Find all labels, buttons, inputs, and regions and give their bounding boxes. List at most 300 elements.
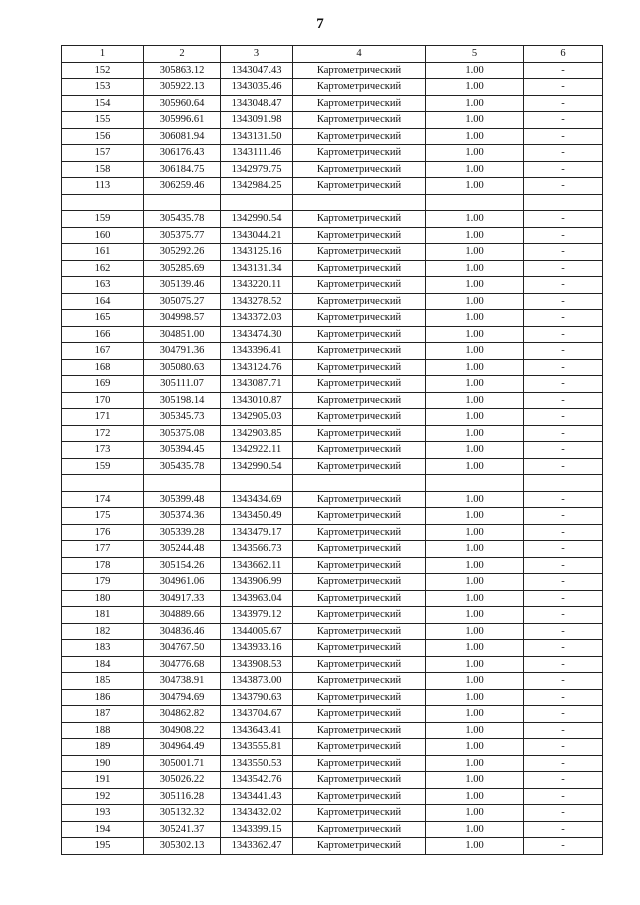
cell-method: Картометрический: [293, 293, 426, 310]
table-row: [62, 326, 603, 343]
cell-method: Картометрический: [293, 95, 426, 112]
table-row: [62, 557, 603, 574]
cell-method: Картометрический: [293, 673, 426, 690]
cell-accuracy: 1.00: [426, 772, 524, 789]
cell-point: [62, 194, 144, 211]
cell-x: 305435.78: [144, 211, 221, 228]
table-row: [62, 574, 603, 591]
cell-x: 305244.48: [144, 541, 221, 558]
cell-accuracy: 1.00: [426, 623, 524, 640]
cell-point: 185: [62, 673, 144, 690]
cell-x: 304964.49: [144, 739, 221, 756]
cell-accuracy: 1.00: [426, 409, 524, 426]
cell-method: Картометрический: [293, 821, 426, 838]
cell-x: 305863.12: [144, 62, 221, 79]
cell-x: 304851.00: [144, 326, 221, 343]
cell-y: 1343278.52: [221, 293, 293, 310]
table-row: [62, 244, 603, 261]
cell-description: -: [524, 755, 603, 772]
cell-y: 1342903.85: [221, 425, 293, 442]
cell-point: 194: [62, 821, 144, 838]
cell-y: 1343450.49: [221, 508, 293, 525]
cell-x: 305139.46: [144, 277, 221, 294]
cell-method: Картометрический: [293, 442, 426, 459]
cell-accuracy: 1.00: [426, 145, 524, 162]
cell-y: 1344005.67: [221, 623, 293, 640]
cell-point: 186: [62, 689, 144, 706]
table-row: [62, 293, 603, 310]
cell-method: Картометрический: [293, 211, 426, 228]
cell-description: -: [524, 343, 603, 360]
cell-y: 1343963.04: [221, 590, 293, 607]
cell-x: 305374.36: [144, 508, 221, 525]
cell-method: Картометрический: [293, 79, 426, 96]
cell-y: 1342905.03: [221, 409, 293, 426]
cell-point: 152: [62, 62, 144, 79]
cell-description: -: [524, 128, 603, 145]
cell-method: Картометрический: [293, 425, 426, 442]
cell-description: -: [524, 326, 603, 343]
cell-description: -: [524, 491, 603, 508]
cell-y: 1343220.11: [221, 277, 293, 294]
table-row: [62, 739, 603, 756]
cell-x: 304791.36: [144, 343, 221, 360]
cell-x: 305198.14: [144, 392, 221, 409]
page-number: 7: [316, 16, 324, 32]
table-row: [62, 821, 603, 838]
table-row: [62, 260, 603, 277]
column-header-y: 3: [221, 46, 293, 63]
cell-point: 184: [62, 656, 144, 673]
cell-y: 1342984.25: [221, 178, 293, 195]
cell-x: 305375.08: [144, 425, 221, 442]
table-row: [62, 359, 603, 376]
cell-point: 160: [62, 227, 144, 244]
cell-description: [524, 194, 603, 211]
cell-y: 1343432.02: [221, 805, 293, 822]
cell-method: Картометрический: [293, 508, 426, 525]
cell-y: 1343372.03: [221, 310, 293, 327]
cell-accuracy: 1.00: [426, 458, 524, 475]
cell-point: 159: [62, 458, 144, 475]
cell-method: Картометрический: [293, 640, 426, 657]
cell-point: 175: [62, 508, 144, 525]
cell-method: Картометрический: [293, 607, 426, 624]
table-row: [62, 524, 603, 541]
cell-description: -: [524, 722, 603, 739]
cell-description: -: [524, 640, 603, 657]
cell-accuracy: 1.00: [426, 524, 524, 541]
cell-method: Картометрический: [293, 656, 426, 673]
cell-y: 1343906.99: [221, 574, 293, 591]
table-row: [62, 656, 603, 673]
cell-method: Картометрический: [293, 244, 426, 261]
cell-point: 187: [62, 706, 144, 723]
cell-x: 305302.13: [144, 838, 221, 855]
cell-method: Картометрический: [293, 178, 426, 195]
cell-x: 305292.26: [144, 244, 221, 261]
table-row: [62, 623, 603, 640]
cell-accuracy: 1.00: [426, 128, 524, 145]
cell-method: Картометрический: [293, 112, 426, 129]
cell-y: 1342979.75: [221, 161, 293, 178]
cell-method: Картометрический: [293, 392, 426, 409]
cell-method: Картометрический: [293, 128, 426, 145]
cell-point: 153: [62, 79, 144, 96]
cell-description: -: [524, 161, 603, 178]
cell-accuracy: 1.00: [426, 392, 524, 409]
cell-description: -: [524, 392, 603, 409]
cell-description: -: [524, 95, 603, 112]
table-row: [62, 343, 603, 360]
cell-x: 305154.26: [144, 557, 221, 574]
cell-y: 1343933.16: [221, 640, 293, 657]
cell-description: -: [524, 805, 603, 822]
table-row: [62, 640, 603, 657]
table-row: [62, 227, 603, 244]
cell-accuracy: 1.00: [426, 541, 524, 558]
cell-accuracy: 1.00: [426, 62, 524, 79]
cell-x: [144, 475, 221, 492]
column-header-method: 4: [293, 46, 426, 63]
cell-method: Картометрический: [293, 260, 426, 277]
cell-accuracy: 1.00: [426, 739, 524, 756]
table-row: [62, 788, 603, 805]
cell-description: -: [524, 689, 603, 706]
table-row: [62, 277, 603, 294]
table-row: [62, 95, 603, 112]
table-row: [62, 409, 603, 426]
cell-point: 179: [62, 574, 144, 591]
cell-y: 1343542.76: [221, 772, 293, 789]
cell-accuracy: 1.00: [426, 557, 524, 574]
cell-x: 304794.69: [144, 689, 221, 706]
cell-accuracy: 1.00: [426, 244, 524, 261]
cell-point: 166: [62, 326, 144, 343]
cell-accuracy: 1.00: [426, 343, 524, 360]
cell-description: -: [524, 310, 603, 327]
cell-accuracy: 1.00: [426, 376, 524, 393]
cell-description: -: [524, 607, 603, 624]
cell-description: -: [524, 557, 603, 574]
cell-description: -: [524, 260, 603, 277]
table-row: [62, 392, 603, 409]
cell-x: 305399.48: [144, 491, 221, 508]
cell-point: 113: [62, 178, 144, 195]
coordinates-table: [61, 45, 603, 855]
table-row: [62, 62, 603, 79]
cell-point: [62, 475, 144, 492]
cell-accuracy: 1.00: [426, 161, 524, 178]
cell-point: 165: [62, 310, 144, 327]
cell-accuracy: 1.00: [426, 211, 524, 228]
cell-point: 156: [62, 128, 144, 145]
cell-point: 170: [62, 392, 144, 409]
cell-description: -: [524, 359, 603, 376]
cell-x: 305111.07: [144, 376, 221, 393]
table-spacer-row: [62, 475, 603, 492]
cell-y: 1343550.53: [221, 755, 293, 772]
column-header-accuracy: 5: [426, 46, 524, 63]
cell-point: 180: [62, 590, 144, 607]
table-row: [62, 838, 603, 855]
cell-description: -: [524, 656, 603, 673]
cell-description: -: [524, 739, 603, 756]
cell-point: 190: [62, 755, 144, 772]
cell-description: -: [524, 211, 603, 228]
cell-y: 1343979.12: [221, 607, 293, 624]
cell-y: 1343873.00: [221, 673, 293, 690]
cell-description: -: [524, 838, 603, 855]
cell-method: Картометрический: [293, 145, 426, 162]
cell-x: 304862.82: [144, 706, 221, 723]
cell-y: 1343044.21: [221, 227, 293, 244]
cell-point: 161: [62, 244, 144, 261]
cell-point: 163: [62, 277, 144, 294]
cell-y: 1343479.17: [221, 524, 293, 541]
cell-description: -: [524, 277, 603, 294]
column-header-description: 6: [524, 46, 603, 63]
cell-point: 192: [62, 788, 144, 805]
cell-x: 305922.13: [144, 79, 221, 96]
table-row: [62, 508, 603, 525]
cell-y: 1343111.46: [221, 145, 293, 162]
cell-method: Картометрический: [293, 739, 426, 756]
cell-accuracy: 1.00: [426, 293, 524, 310]
cell-point: 158: [62, 161, 144, 178]
cell-description: -: [524, 821, 603, 838]
cell-method: Картометрический: [293, 227, 426, 244]
cell-description: -: [524, 541, 603, 558]
cell-y: 1343474.30: [221, 326, 293, 343]
cell-description: -: [524, 590, 603, 607]
cell-method: Картометрический: [293, 277, 426, 294]
table-body: [62, 62, 603, 854]
cell-method: Картометрический: [293, 706, 426, 723]
cell-point: 169: [62, 376, 144, 393]
cell-y: 1343555.81: [221, 739, 293, 756]
cell-accuracy: 1.00: [426, 425, 524, 442]
cell-point: 159: [62, 211, 144, 228]
cell-description: -: [524, 409, 603, 426]
cell-y: 1343362.47: [221, 838, 293, 855]
cell-accuracy: 1.00: [426, 277, 524, 294]
table-row: [62, 755, 603, 772]
cell-x: 305026.22: [144, 772, 221, 789]
cell-y: 1343048.47: [221, 95, 293, 112]
cell-accuracy: 1.00: [426, 310, 524, 327]
cell-description: -: [524, 788, 603, 805]
cell-description: -: [524, 62, 603, 79]
table-row: [62, 772, 603, 789]
cell-point: 168: [62, 359, 144, 376]
table-row: [62, 590, 603, 607]
cell-description: -: [524, 425, 603, 442]
cell-method: Картометрический: [293, 689, 426, 706]
cell-x: 304998.57: [144, 310, 221, 327]
cell-method: Картометрический: [293, 557, 426, 574]
cell-description: -: [524, 508, 603, 525]
cell-x: 305375.77: [144, 227, 221, 244]
cell-method: Картометрический: [293, 62, 426, 79]
cell-y: 1343125.16: [221, 244, 293, 261]
cell-point: 171: [62, 409, 144, 426]
cell-x: 306184.75: [144, 161, 221, 178]
cell-x: 305285.69: [144, 260, 221, 277]
cell-point: 157: [62, 145, 144, 162]
cell-x: 306259.46: [144, 178, 221, 195]
cell-description: -: [524, 293, 603, 310]
cell-accuracy: 1.00: [426, 755, 524, 772]
cell-point: 174: [62, 491, 144, 508]
cell-y: 1343662.11: [221, 557, 293, 574]
cell-x: [144, 194, 221, 211]
cell-point: 162: [62, 260, 144, 277]
cell-point: 173: [62, 442, 144, 459]
cell-method: Картометрический: [293, 491, 426, 508]
cell-accuracy: 1.00: [426, 79, 524, 96]
cell-x: 304738.91: [144, 673, 221, 690]
table-row: [62, 722, 603, 739]
cell-accuracy: 1.00: [426, 442, 524, 459]
cell-description: -: [524, 227, 603, 244]
cell-y: [221, 475, 293, 492]
table-row: [62, 145, 603, 162]
cell-x: 305132.32: [144, 805, 221, 822]
table-header-row: [62, 46, 603, 63]
cell-y: 1343441.43: [221, 788, 293, 805]
cell-accuracy: 1.00: [426, 640, 524, 657]
cell-accuracy: 1.00: [426, 788, 524, 805]
cell-y: 1343131.34: [221, 260, 293, 277]
cell-point: 181: [62, 607, 144, 624]
cell-x: 305435.78: [144, 458, 221, 475]
cell-y: 1343396.41: [221, 343, 293, 360]
cell-description: -: [524, 623, 603, 640]
cell-accuracy: 1.00: [426, 227, 524, 244]
cell-accuracy: [426, 475, 524, 492]
cell-accuracy: 1.00: [426, 491, 524, 508]
cell-method: Картометрический: [293, 722, 426, 739]
cell-y: 1343908.53: [221, 656, 293, 673]
cell-accuracy: [426, 194, 524, 211]
cell-point: 178: [62, 557, 144, 574]
cell-x: 306176.43: [144, 145, 221, 162]
cell-description: -: [524, 772, 603, 789]
cell-method: Картометрический: [293, 343, 426, 360]
table-row: [62, 541, 603, 558]
cell-method: Картометрический: [293, 755, 426, 772]
cell-method: Картометрический: [293, 623, 426, 640]
cell-x: 305080.63: [144, 359, 221, 376]
cell-description: -: [524, 574, 603, 591]
cell-method: Картометрический: [293, 376, 426, 393]
cell-accuracy: 1.00: [426, 805, 524, 822]
cell-point: 195: [62, 838, 144, 855]
cell-y: 1343434.69: [221, 491, 293, 508]
table-row: [62, 79, 603, 96]
cell-description: -: [524, 178, 603, 195]
table-row: [62, 112, 603, 129]
cell-description: -: [524, 112, 603, 129]
cell-y: 1343087.71: [221, 376, 293, 393]
cell-accuracy: 1.00: [426, 590, 524, 607]
cell-method: Картометрический: [293, 310, 426, 327]
cell-y: 1343643.41: [221, 722, 293, 739]
cell-point: 188: [62, 722, 144, 739]
cell-y: 1343010.87: [221, 392, 293, 409]
table-row: [62, 607, 603, 624]
cell-x: 305075.27: [144, 293, 221, 310]
cell-point: 183: [62, 640, 144, 657]
cell-y: 1343704.67: [221, 706, 293, 723]
cell-point: 182: [62, 623, 144, 640]
cell-x: 304908.22: [144, 722, 221, 739]
cell-method: [293, 475, 426, 492]
cell-y: 1343091.98: [221, 112, 293, 129]
cell-y: 1342990.54: [221, 211, 293, 228]
cell-description: -: [524, 524, 603, 541]
table-row: [62, 178, 603, 195]
cell-x: 305394.45: [144, 442, 221, 459]
cell-point: 164: [62, 293, 144, 310]
cell-y: 1343566.73: [221, 541, 293, 558]
cell-accuracy: 1.00: [426, 95, 524, 112]
table-row: [62, 128, 603, 145]
cell-description: -: [524, 244, 603, 261]
cell-method: Картометрический: [293, 574, 426, 591]
cell-accuracy: 1.00: [426, 178, 524, 195]
cell-x: 304917.33: [144, 590, 221, 607]
table-row: [62, 376, 603, 393]
cell-y: 1342922.11: [221, 442, 293, 459]
column-header-point: 1: [62, 46, 144, 63]
cell-x: 304889.66: [144, 607, 221, 624]
cell-method: Картометрический: [293, 590, 426, 607]
cell-method: Картометрический: [293, 161, 426, 178]
cell-accuracy: 1.00: [426, 656, 524, 673]
cell-x: 304836.46: [144, 623, 221, 640]
table-row: [62, 310, 603, 327]
cell-point: 154: [62, 95, 144, 112]
cell-accuracy: 1.00: [426, 112, 524, 129]
table-row: [62, 805, 603, 822]
cell-accuracy: 1.00: [426, 574, 524, 591]
table-spacer-row: [62, 194, 603, 211]
cell-x: 305339.28: [144, 524, 221, 541]
cell-description: [524, 475, 603, 492]
cell-method: Картометрический: [293, 326, 426, 343]
cell-y: 1343399.15: [221, 821, 293, 838]
cell-accuracy: 1.00: [426, 673, 524, 690]
cell-y: 1342990.54: [221, 458, 293, 475]
cell-accuracy: 1.00: [426, 326, 524, 343]
cell-method: Картометрический: [293, 838, 426, 855]
cell-point: 167: [62, 343, 144, 360]
cell-point: 155: [62, 112, 144, 129]
cell-method: [293, 194, 426, 211]
cell-accuracy: 1.00: [426, 722, 524, 739]
table-row: [62, 706, 603, 723]
cell-accuracy: 1.00: [426, 359, 524, 376]
cell-x: 304767.50: [144, 640, 221, 657]
cell-description: -: [524, 706, 603, 723]
cell-accuracy: 1.00: [426, 689, 524, 706]
cell-accuracy: 1.00: [426, 821, 524, 838]
cell-x: 305001.71: [144, 755, 221, 772]
table-row: [62, 161, 603, 178]
cell-accuracy: 1.00: [426, 260, 524, 277]
